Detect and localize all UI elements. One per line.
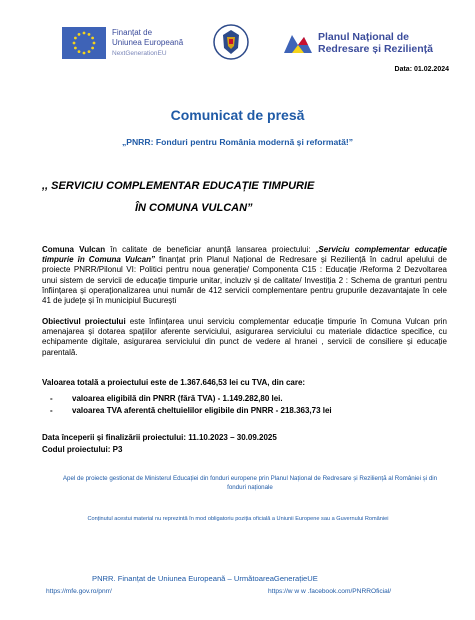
vat-value-item: valoarea TVA aferentă cheltuielilor eligibile din PNRR - 218.363,73 lei (72, 406, 332, 415)
eu-flag-icon (62, 27, 106, 59)
document-date: Data: 01.02.2024 (394, 66, 449, 73)
call-statement: Apel de proiecte gestionat de Ministerul Educației din fonduri europene prin Planul Național de Redresare și Reziliență al României și din fonduri naționale (62, 475, 438, 491)
eu-logo-line3: NextGenerationEU (112, 50, 167, 57)
list-bullet: - (50, 406, 53, 415)
footer-link-facebook[interactable]: https://w w w .facebook.com/PNRROficial/ (268, 588, 392, 595)
objective-text: este înființarea unui serviciu complementar educație timpurie în Comuna Vulcan prin amenajarea și dotarea spațiilor aferente serviciului, asigurarea serviciului cu materiale didactice specifice, cu echipamente digitale, asigurarea serviciului din punct de vedere al hranei , servicii de consiliere și educație parentală. (42, 317, 447, 357)
project-title-line1: ,, SERVICIU COMPLEMENTAR EDUCAȚIE TIMPURIE (42, 180, 315, 192)
project-dates: Data începerii și finalizării proiectului: 11.10.2023 – 30.09.2025 (42, 433, 277, 442)
intro-paragraph (42, 245, 447, 306)
pnrr-logo-line2: Redresare și Reziliență (318, 43, 433, 55)
eligible-value-item: valoarea eligibilă din PNRR (fără TVA) - 1.149.282,80 lei. (72, 394, 283, 403)
intro-text-a: în calitate de beneficiar anunță lansarea proiectului: „ (105, 245, 319, 254)
intro-text-b: finanțat prin Planul Național de Redresare și Reziliență în cadrul apelului de proiecte PNRR/Pilonul VI: Politici pentru noua generație/ Componenta C15 : Educație /Reforma 2 Dezvoltarea unui sistem de servicii de educație timpurie unitar, incluziv și de calitate/ Investiția 2 : Schema de granturi pentru înființarea și operaționalizarea unui număr de 412 servicii complementare pentru grupurile dezavantajate în cele 41 de județe și în municipiul București (42, 255, 448, 306)
objective-paragraph (42, 317, 447, 358)
eu-logo-line2: Uniunea Europeană (112, 38, 184, 47)
project-title-line2: ÎN COMUNA VULCAN” (135, 202, 253, 214)
footer-funding-line: PNRR. Finanțat de Uniunea Europeană – UrmătoareaGenerațieUE (92, 574, 318, 583)
page-title: Comunicat de presă (170, 107, 305, 123)
footer-link-mfe[interactable]: https://mfe.gov.ro/pnrr/ (46, 588, 112, 595)
beneficiary-name: Comuna Vulcan (42, 245, 106, 254)
eu-funding-logo (62, 27, 230, 61)
project-code: Codul proiectului: P3 (42, 445, 123, 454)
pnrr-logo-icon (282, 29, 314, 59)
romanian-government-crest-icon (212, 20, 250, 64)
eu-logo-line1: Finanțat de (112, 28, 153, 37)
list-bullet: - (50, 394, 53, 403)
objective-label: Obiectivul proiectului (42, 317, 126, 326)
disclaimer: Conținutul acestui material nu reprezintă în mod obligatoriu poziția oficială a Uniunii Europene sau a Guvernului României (87, 516, 389, 522)
total-value-line: Valoarea totală a proiectului este de 1.367.646,53 lei cu TVA, din care: (42, 378, 306, 387)
pnrr-logo (282, 27, 452, 61)
project-name-italic: Serviciu complementar educație timpurie în Comuna Vulcan” (42, 245, 447, 265)
slogan: „PNRR: Fonduri pentru România modernă și reformată!” (121, 137, 354, 147)
pnrr-logo-line1: Planul Național de (318, 31, 410, 43)
